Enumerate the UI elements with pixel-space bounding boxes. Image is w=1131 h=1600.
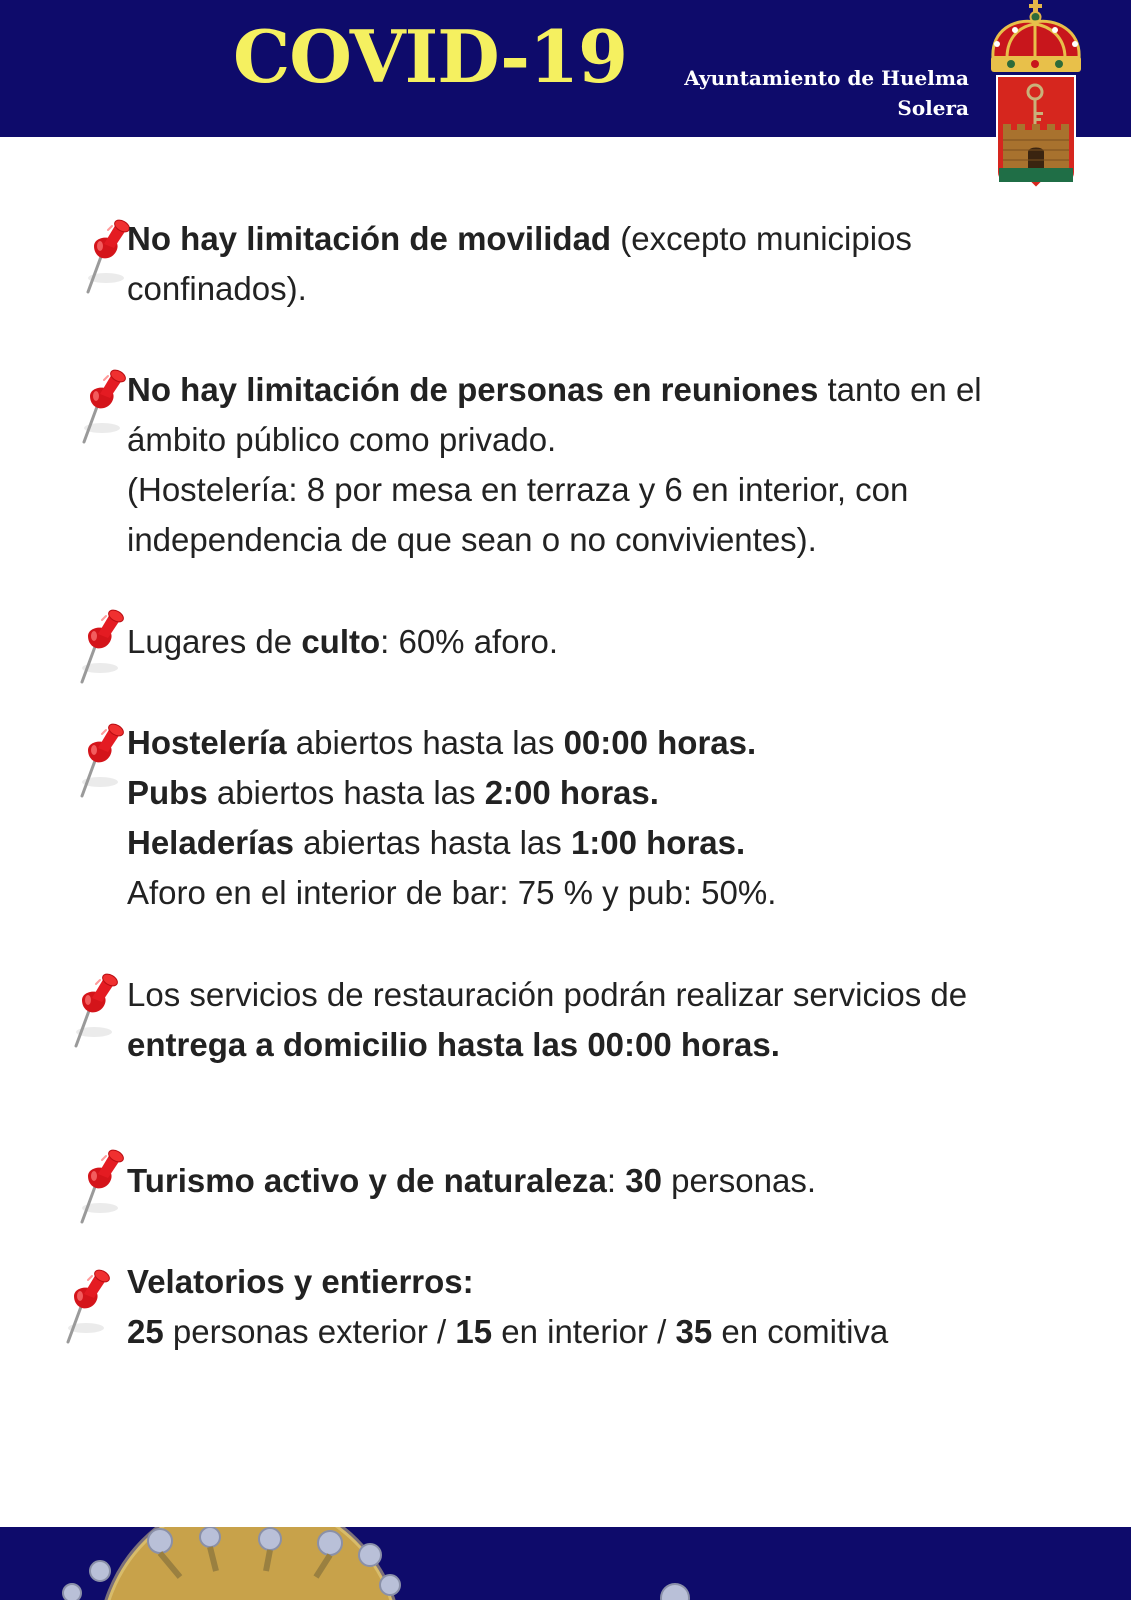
rule-line: independencia de que sean o no convivientes). [127, 521, 817, 558]
rule-line: ámbito público como privado. [127, 421, 557, 458]
footer-banner [0, 1527, 1131, 1600]
red-pushpin-icon [62, 1266, 110, 1346]
rule-line: Velatorios y entierros: [127, 1263, 474, 1300]
rule-tourism [127, 1156, 1087, 1206]
red-pushpin-icon [76, 720, 124, 800]
rule-line: Hostelería abiertos hasta las 00:00 horas. [127, 724, 757, 761]
rule-line: Heladerías abiertas hasta las 1:00 horas. [127, 824, 746, 861]
rule-line: No hay limitación de movilidad (excepto municipios [127, 220, 912, 257]
rule-line: Los servicios de restauración podrán realizar servicios de [127, 976, 968, 1013]
rule-funerals [127, 1257, 1087, 1357]
rule-line: Pubs abiertos hasta las 2:00 horas. [127, 774, 659, 811]
red-pushpin-icon [82, 216, 130, 296]
rule-line: No hay limitación de personas en reuniones tanto en el [127, 371, 982, 408]
rule-hospitality [127, 718, 1087, 918]
town-hall-name [684, 63, 969, 123]
red-pushpin-icon [76, 1146, 124, 1226]
rule-line: confinados). [127, 270, 307, 307]
red-pushpin-icon [76, 606, 124, 686]
rule-line: Aforo en el interior de bar: 75 % y pub: 50%. [127, 874, 777, 911]
rule-gatherings [127, 365, 1087, 565]
rule-line: (Hostelería: 8 por mesa en terraza y 6 en interior, con [127, 471, 909, 508]
page-title: COVID-19 [233, 14, 628, 99]
rule-line: entrega a domicilio hasta las 00:00 horas. [127, 1026, 780, 1063]
town-hall-line-2: Solera [897, 96, 969, 120]
coat-of-arms-icon [985, 0, 1087, 188]
town-hall-line-1: Ayuntamiento de Huelma [684, 66, 969, 90]
red-pushpin-icon [78, 366, 126, 446]
rule-mobility [127, 214, 1087, 314]
rule-line: 25 personas exterior / 15 en interior / 35 en comitiva [127, 1313, 889, 1350]
rule-line: Turismo activo y de naturaleza: 30 personas. [127, 1162, 817, 1199]
header-banner [0, 0, 1131, 137]
coronavirus-icon [40, 1527, 420, 1600]
red-pushpin-icon [70, 970, 118, 1050]
rule-worship [127, 617, 1087, 667]
rule-delivery [127, 970, 1087, 1070]
coronavirus-icon [640, 1582, 710, 1600]
rule-line: Lugares de culto: 60% aforo. [127, 623, 559, 660]
